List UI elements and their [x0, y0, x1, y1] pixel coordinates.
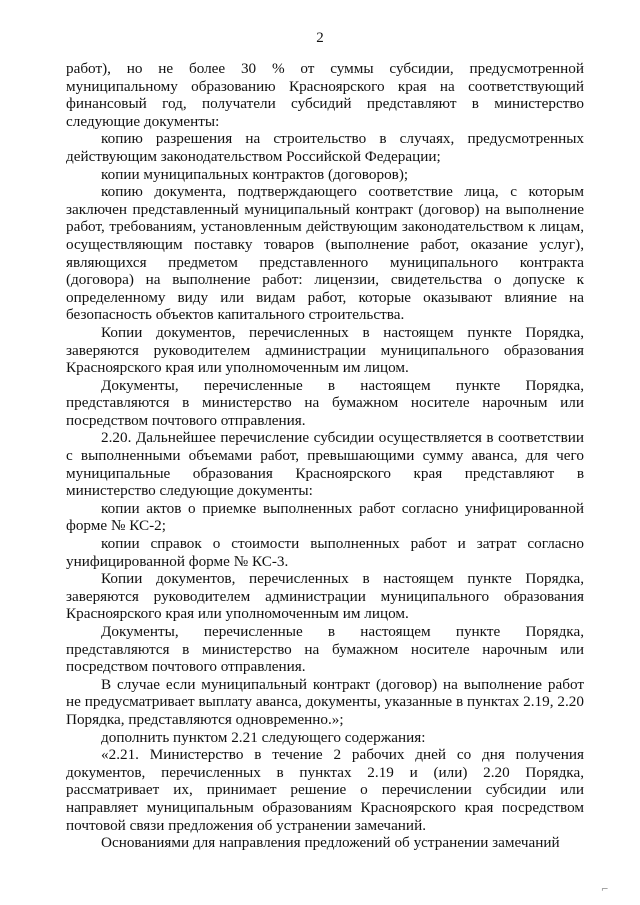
paragraph-2-21: «2.21. Министерство в течение 2 рабочих дней со дня получения документов, перечисленных в пунктах 2.19 и (или) 2.20 Порядка, рассматривает их, принимает решение о перечислении субсидии или направляет муниципальным образованиям Красноярского края посредством почтовой связи предложения об устранении замечаний. — [66, 746, 584, 834]
page-number: 2 — [316, 30, 324, 46]
paragraph-grounds: Основаниями для направления предложений об устранении замечаний — [101, 834, 560, 852]
paragraph-add-2-21: дополнить пунктом 2.21 следующего содержания: — [101, 728, 426, 746]
scan-corner-mark: ⌐ — [601, 885, 609, 895]
paragraph-continuation: работ), но не более 30 % от суммы субсидии, предусмотренной муниципальному образованию Красноярского края на соответствующий финансовый год, получатели субсидий представляют в министерство следующие документы: — [66, 60, 584, 130]
paragraph-ks2: копии актов о приемке выполненных работ согласно унифицированной форме № КС-2; — [66, 499, 584, 535]
paragraph-compliance-document: копию документа, подтверждающего соответствие лица, с которым заключен представленный муниципальный контракт (договор) на выполнение работ, требованиям, установленным действующим законодательством к лицам, осуществляющим поставку товаров (выполнение работ, оказание услуг), являющихся предметом представленного муниципального контракта (договора) на выполнение работ: лицензии, свидетельства о допуске к определенному виду или видам работ, которые оказывают влияние на безопасность объектов капитального строительства. — [66, 183, 584, 324]
paragraph-ks3: копии справок о стоимости выполненных работ и затрат согласно унифицированной форме № КС-3. — [66, 535, 584, 570]
paragraph-permit-copy: копию разрешения на строительство в случаях, предусмотренных действующим законодательством Российской Федерации; — [66, 130, 584, 165]
paragraph-certification-2: Копии документов, перечисленных в настоящем пункте Порядка, заверяются руководителем администрации муниципального образования Красноярского края или уполномоченным им лицом. — [66, 570, 584, 623]
paragraph-2-20: 2.20. Дальнейшее перечисление субсидии осуществляется в соответствии с выполненными объемами работ, превышающими сумму аванса, для чего муниципальные образования Красноярского края представляют в министерство следующие документы: — [66, 429, 584, 500]
paragraph-certification: Копии документов, перечисленных в настоящем пункте Порядка, заверяются руководителем администрации муниципального образования Красноярского края или уполномоченным им лицом. — [66, 323, 584, 377]
paragraph-submission: Документы, перечисленные в настоящем пункте Порядка, представляются в министерство на бумажном носителе нарочным или посредством почтового отправления. — [66, 376, 584, 429]
paragraph-submission-2: Документы, перечисленные в настоящем пункте Порядка, представляются в министерство на бумажном носителе нарочным или посредством почтового отправления. — [66, 623, 584, 676]
document-body — [66, 60, 584, 852]
paragraph-no-advance: В случае если муниципальный контракт (договор) на выполнение работ не предусматривает выплату аванса, документы, указанные в пунктах 2.19, 2.20 Порядка, представляются одновременно.»; — [66, 675, 584, 728]
paragraph-contract-copies: копии муниципальных контрактов (договоров); — [101, 165, 409, 183]
